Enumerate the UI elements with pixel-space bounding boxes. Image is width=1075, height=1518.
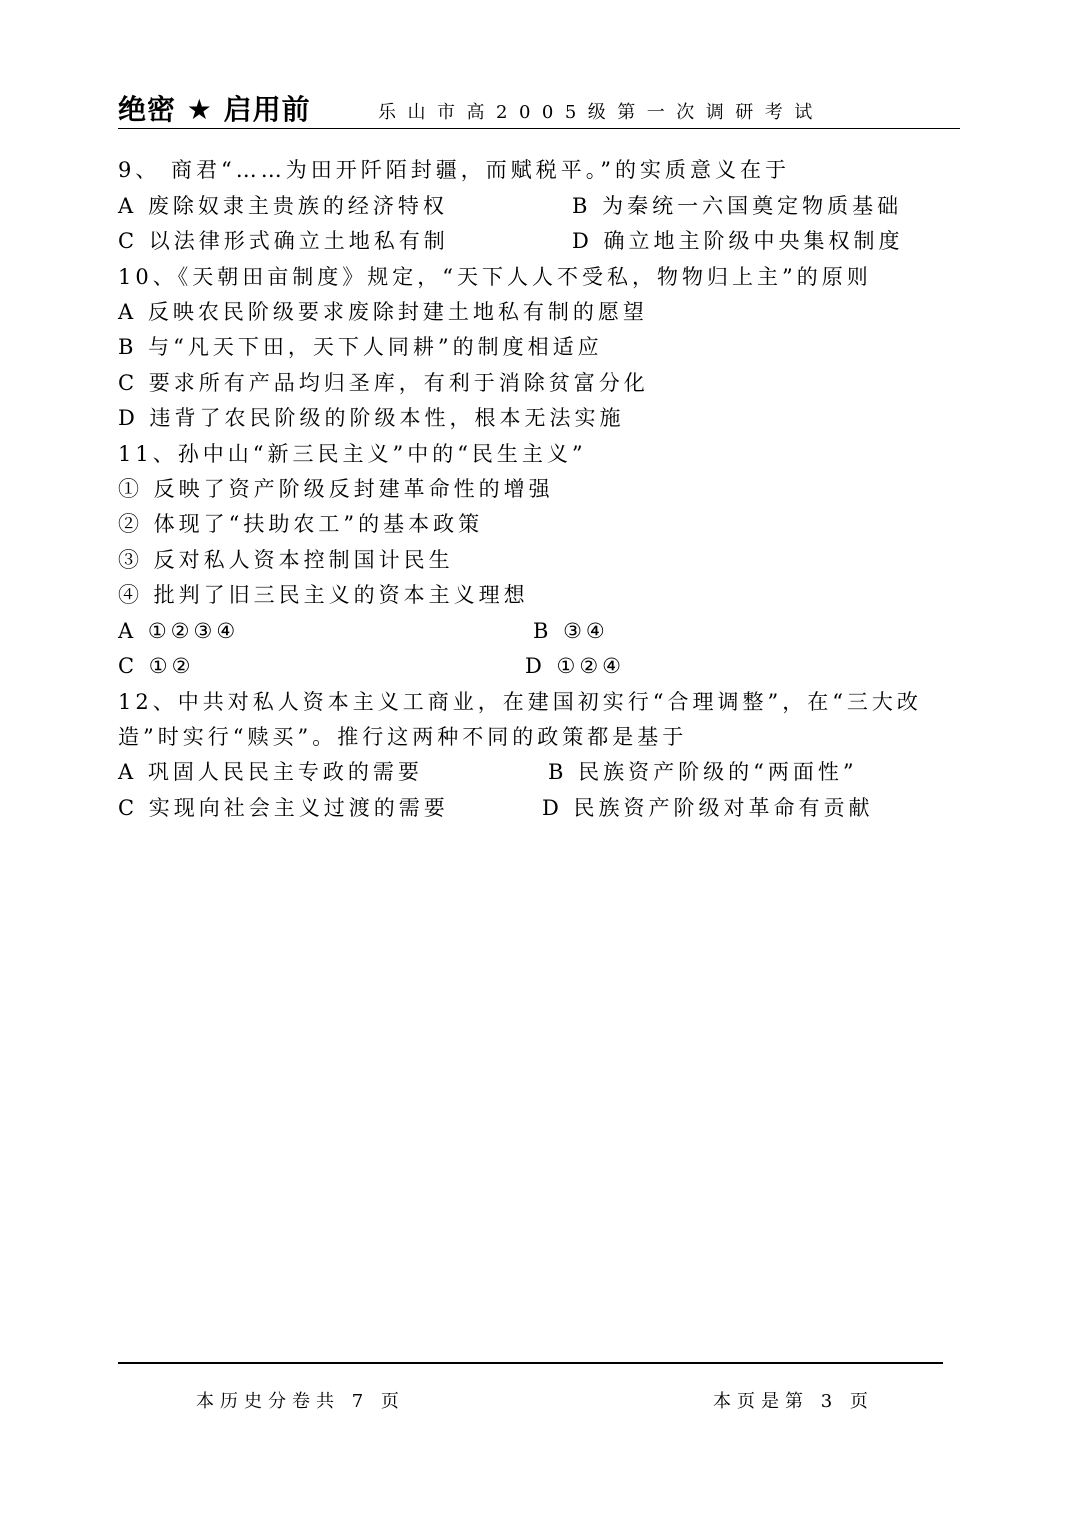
classification-header: 绝密 ★ 启用前 — [118, 93, 311, 126]
question-11-stem: 11、孙中山“新三民主义”中的“民生主义” — [118, 442, 587, 466]
question-12-option-a: A 巩固人民民主专政的需要 — [118, 760, 423, 784]
question-10-option-b: B 与“凡天下田，天下人同耕”的制度相适应 — [118, 335, 603, 359]
total-pages-note: 本历史分卷共 7 页 — [196, 1391, 405, 1412]
question-12-stem-line-1: 12、中共对私人资本主义工商业，在建国初实行“合理调整”，在“三大改 — [118, 690, 922, 714]
question-10-option-c: C 要求所有产品均归圣库，有利于消除贫富分化 — [118, 371, 649, 395]
question-12-option-b: B 民族资产阶级的“两面性” — [548, 760, 858, 784]
question-10-stem: 10、《天朝田亩制度》规定，“天下人人不受私，物物归上主”的原则 — [118, 265, 872, 289]
question-11-item-2: ② 体现了“扶助农工”的基本政策 — [118, 512, 484, 536]
question-11-item-3: ③ 反对私人资本控制国计民生 — [118, 548, 454, 572]
question-9-option-b: B 为秦统一六国奠定物质基础 — [572, 194, 903, 218]
question-12-option-d: D 民族资产阶级对革命有贡献 — [542, 796, 874, 820]
question-10-option-a: A 反映农民阶级要求废除封建土地私有制的愿望 — [118, 300, 648, 324]
question-11-option-a: A ①②③④ — [118, 619, 240, 643]
question-12-stem-line-2: 造”时实行“赎买”。推行这两种不同的政策都是基于 — [118, 725, 688, 749]
question-9-option-a: A 废除奴隶主贵族的经济特权 — [118, 194, 448, 218]
header-divider — [118, 128, 960, 129]
question-11-option-d: D ①②④ — [525, 654, 625, 678]
question-11-option-b: B ③④ — [533, 619, 609, 643]
footer-divider — [118, 1362, 943, 1364]
question-11-item-4: ④ 批判了旧三民主义的资本主义理想 — [118, 583, 529, 607]
question-9-option-c: C 以法律形式确立土地私有制 — [118, 229, 449, 253]
question-9-stem: 9、 商君“……为田开阡陌封疆，而赋税平。”的实质意义在于 — [118, 158, 791, 182]
current-page-note: 本页是第 3 页 — [713, 1391, 874, 1412]
question-12-option-c: C 实现向社会主义过渡的需要 — [118, 796, 449, 820]
question-11-item-1: ① 反映了资产阶级反封建革命性的增强 — [118, 477, 554, 501]
exam-title: 乐山市高2005级第一次调研考试 — [378, 102, 824, 123]
question-10-option-d: D 违背了农民阶级的阶级本性，根本无法实施 — [118, 406, 625, 430]
question-9-option-d: D 确立地主阶级中央集权制度 — [572, 229, 904, 253]
question-11-option-c: C ①② — [118, 654, 195, 678]
